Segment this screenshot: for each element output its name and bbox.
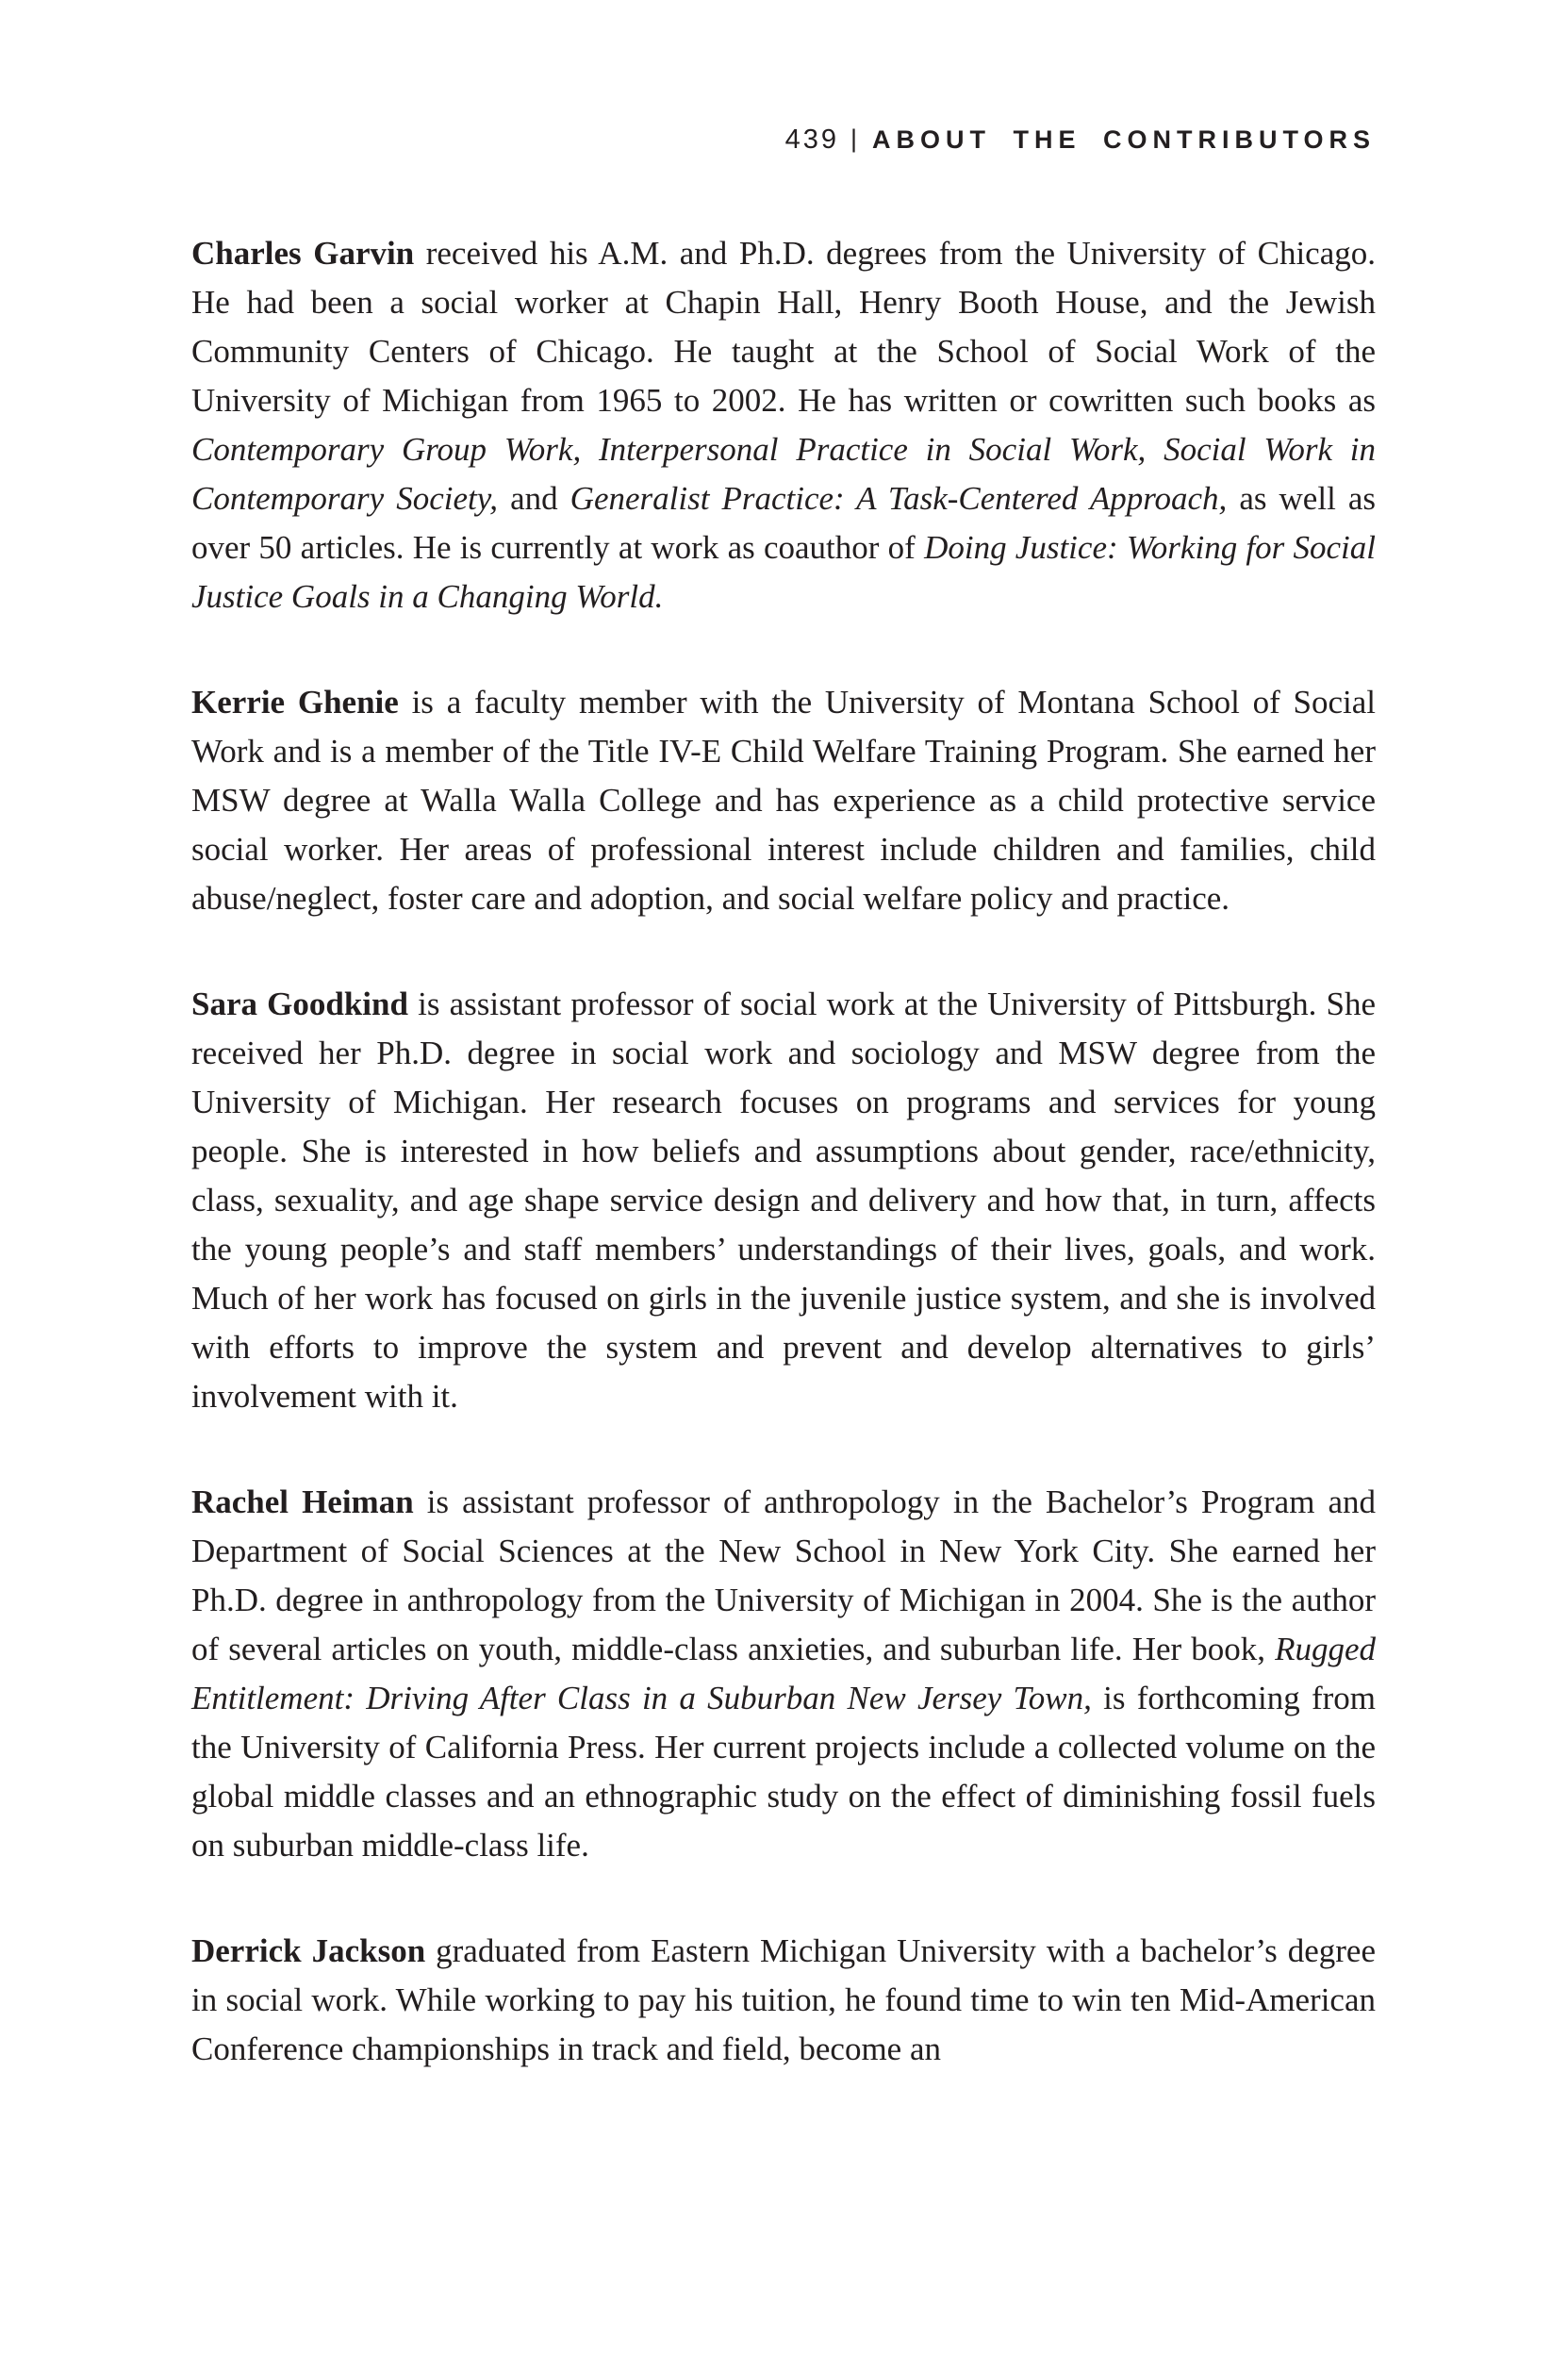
contributor-paragraph [191,678,1376,923]
contributor-name: Rachel Heiman [191,1483,414,1520]
book-title: Contemporary Group Work, Interpersonal Practice in Social Work, Social Work in Contemporary Society, [191,431,1376,517]
contributor-paragraph [191,980,1376,1421]
paragraph-text: is a faculty member with the University of Montana School of Social Work and is a member of the Title IV-E Child Welfare Training Program. She earned her MSW degree at Walla Walla College and has experience as a child protective service social worker. Her areas of professional interest include children and families, child abuse/neglect, foster care and adoption, and social welfare policy and practice. [191,684,1376,917]
contributor-name: Derrick Jackson [191,1932,426,1969]
header-separator: | [850,124,857,153]
contributor-name: Charles Garvin [191,235,415,272]
paragraph-text: received his A.M. and Ph.D. degrees from the University of Chicago. He had been a social worker at Chapin Hall, Henry Booth House, and the Jewish Community Centers of Chicago. He taught at the School of Social Work of the University of Michigan from 1965 to 2002. He has written or cowritten such books as [191,235,1376,419]
paragraph-text: is forthcoming from the University of California Press. Her current projects include a collected volume on the global middle classes and an ethnographic study on the effect of diminishing fossil fuels on suburban middle-class life. [191,1680,1376,1864]
page-title: ABOUT THE CONTRIBUTORS [872,125,1376,154]
book-title: Rugged Entitlement: Driving After Class in a Suburban New Jersey Town, [191,1631,1376,1716]
paragraph-text: as well as over 50 articles. He is currently at work as coauthor of [191,480,1376,566]
paragraph-text: is assistant professor of social work at the University of Pittsburgh. She received her Ph.D. degree in social work and sociology and MSW degree from the University of Michigan. Her research focuses on programs and services for young people. She is interested in how beliefs and assumptions about gender, race/ethnicity, class, sexuality, and age shape service design and delivery and how that, in turn, affects the young people’s and staff members’ understandings of their lives, goals, and work. Much of her work has focused on girls in the juvenile justice system, and she is involved with efforts to improve the system and prevent and develop alternatives to girls’ involvement with it. [191,986,1376,1415]
contributor-paragraph [191,1478,1376,1870]
page-number: 439 [784,124,839,155]
book-title: Doing Justice: Working for Social Justice Goals in a Changing World. [191,529,1376,615]
paragraph-text: and [498,480,570,517]
contributors-list [191,229,1376,2130]
paragraph-text: is assistant professor of anthropology in the Bachelor’s Program and Department of Social Sciences at the New School in New York City. She earned her Ph.D. degree in anthropology from the University of Michigan in 2004. She is the author of several articles on youth, middle-class anxieties, and suburban life. Her book, [191,1483,1376,1667]
contributor-name: Kerrie Ghenie [191,684,399,721]
contributor-paragraph [191,1927,1376,2074]
book-title: Generalist Practice: A Task-Centered Approach, [569,480,1228,517]
contributor-name: Sara Goodkind [191,986,408,1022]
contributor-paragraph [191,229,1376,622]
paragraph-text: graduated from Eastern Michigan University with a bachelor’s degree in social work. While working to pay his tuition, he found time to win ten Mid-American Conference championships in track and field, become an [191,1932,1376,2067]
running-head [191,124,1376,156]
